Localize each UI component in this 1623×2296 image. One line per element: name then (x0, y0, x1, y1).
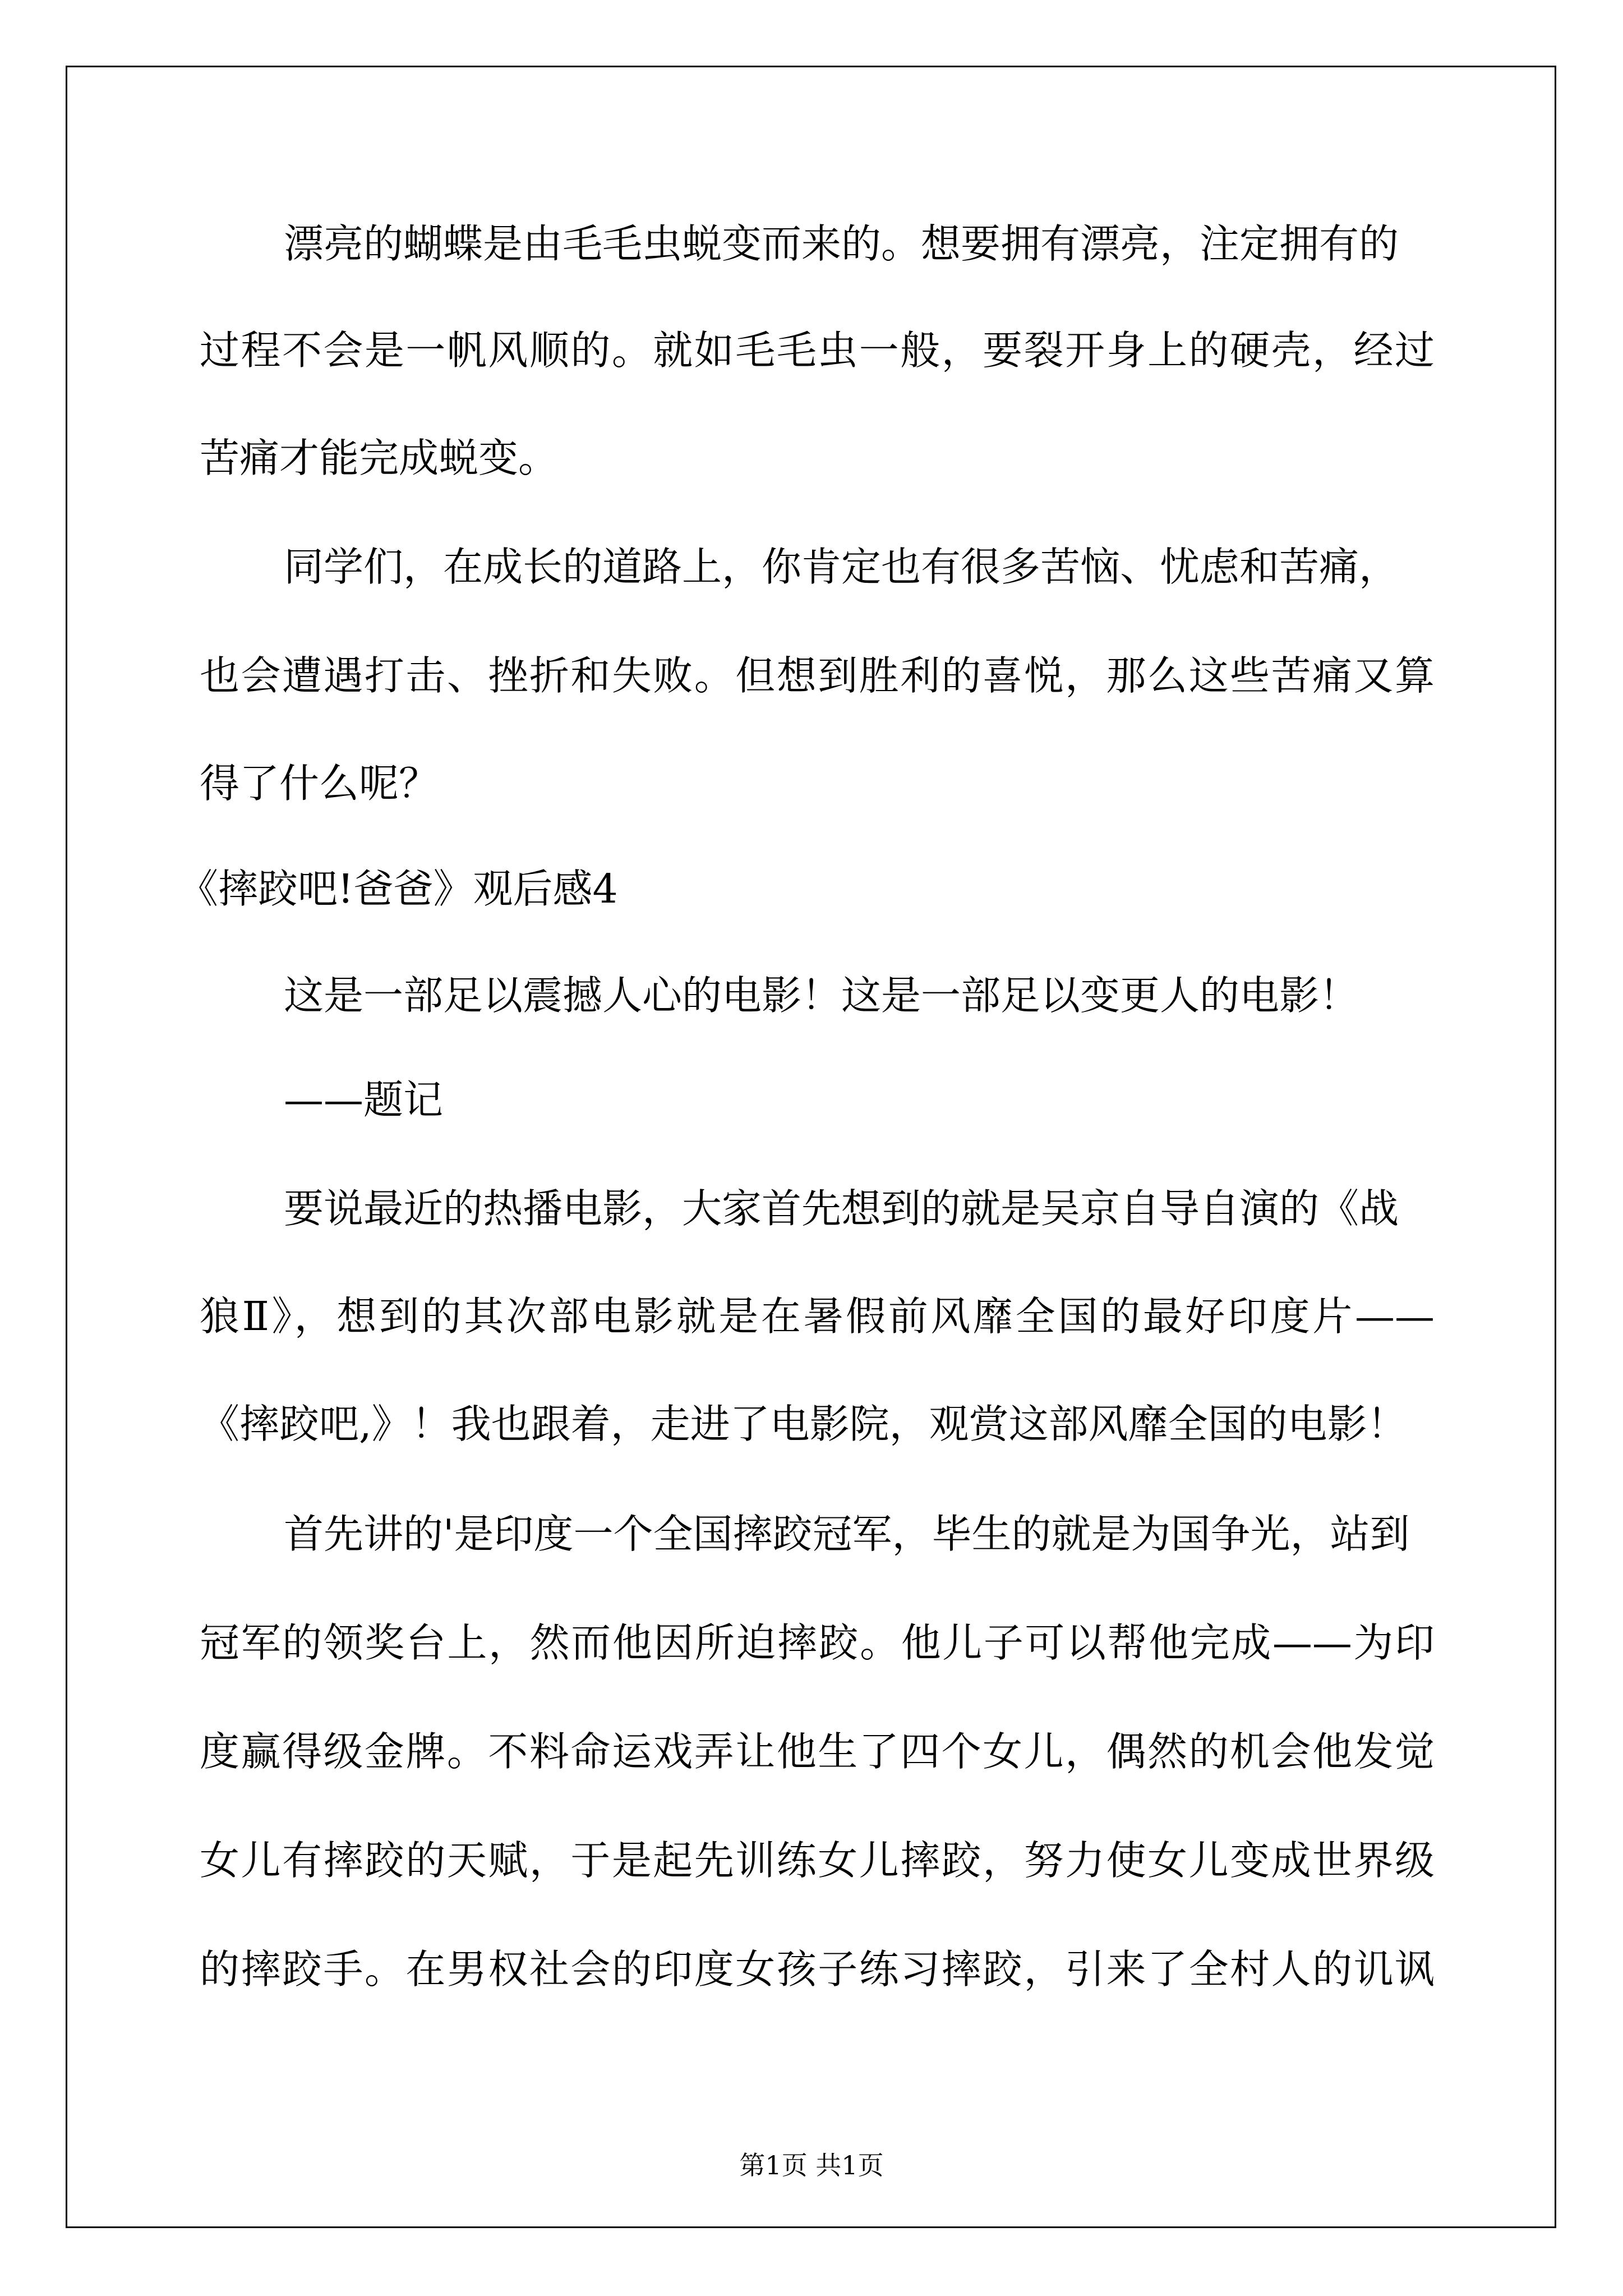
page-number-footer: 第1页 共1页 (739, 2150, 884, 2180)
paragraph-line: 狼Ⅱ》，想到的其次部电影就是在暑假前风靡全国的最好印度片—— (200, 1293, 1435, 1340)
paragraph-line: 首先讲的'是印度一个全国摔跤冠军，毕生的就是为国争光，站到 (284, 1511, 1410, 1557)
paragraph-line: 这是一部足以震撼人心的电影！这是一部足以变更人的电影！ (284, 972, 1359, 1019)
paragraph-line: 苦痛才能完成蜕变。 (200, 435, 559, 481)
paragraph-line: 同学们，在成长的道路上，你肯定也有很多苦恼、忧虑和苦痛， (284, 544, 1399, 590)
paragraph-line: 过程不会是一帆风顺的。就如毛毛虫一般，要裂开身上的硬壳，经过 (200, 327, 1435, 374)
paragraph-line: 冠军的领奖台上，然而他因所迫摔跤。他儿子可以帮他完成——为印 (200, 1619, 1435, 1666)
paragraph-line: 《摔跤吧,》！我也跟着，走进了电影院，观赏这部风靡全国的电影！ (200, 1401, 1407, 1447)
paragraph-line: 也会遭遇打击、挫折和失败。但想到胜利的喜悦，那么这些苦痛又算 (200, 652, 1435, 699)
paragraph-line: 度赢得级金牌。不料命运戏弄让他生了四个女儿，偶然的机会他发觉 (200, 1728, 1435, 1775)
section-heading: 《摔跤吧!爸爸》观后感4 (178, 866, 618, 912)
epigraph-attribution: ——题记 (284, 1076, 444, 1123)
paragraph-line: 要说最近的热播电影，大家首先想到的就是吴京自导自演的《战 (284, 1185, 1399, 1232)
paragraph-line: 女儿有摔跤的天赋，于是起先训练女儿摔跤，努力使女儿变成世界级 (200, 1837, 1435, 1884)
paragraph-line: 漂亮的蝴蝶是由毛毛虫蜕变而来的。想要拥有漂亮，注定拥有的 (284, 220, 1399, 267)
page-border (66, 66, 1556, 2228)
paragraph-line: 的摔跤手。在男权社会的印度女孩子练习摔跤，引来了全村人的讥讽 (200, 1946, 1435, 1993)
paragraph-line: 得了什么呢？ (200, 760, 439, 807)
